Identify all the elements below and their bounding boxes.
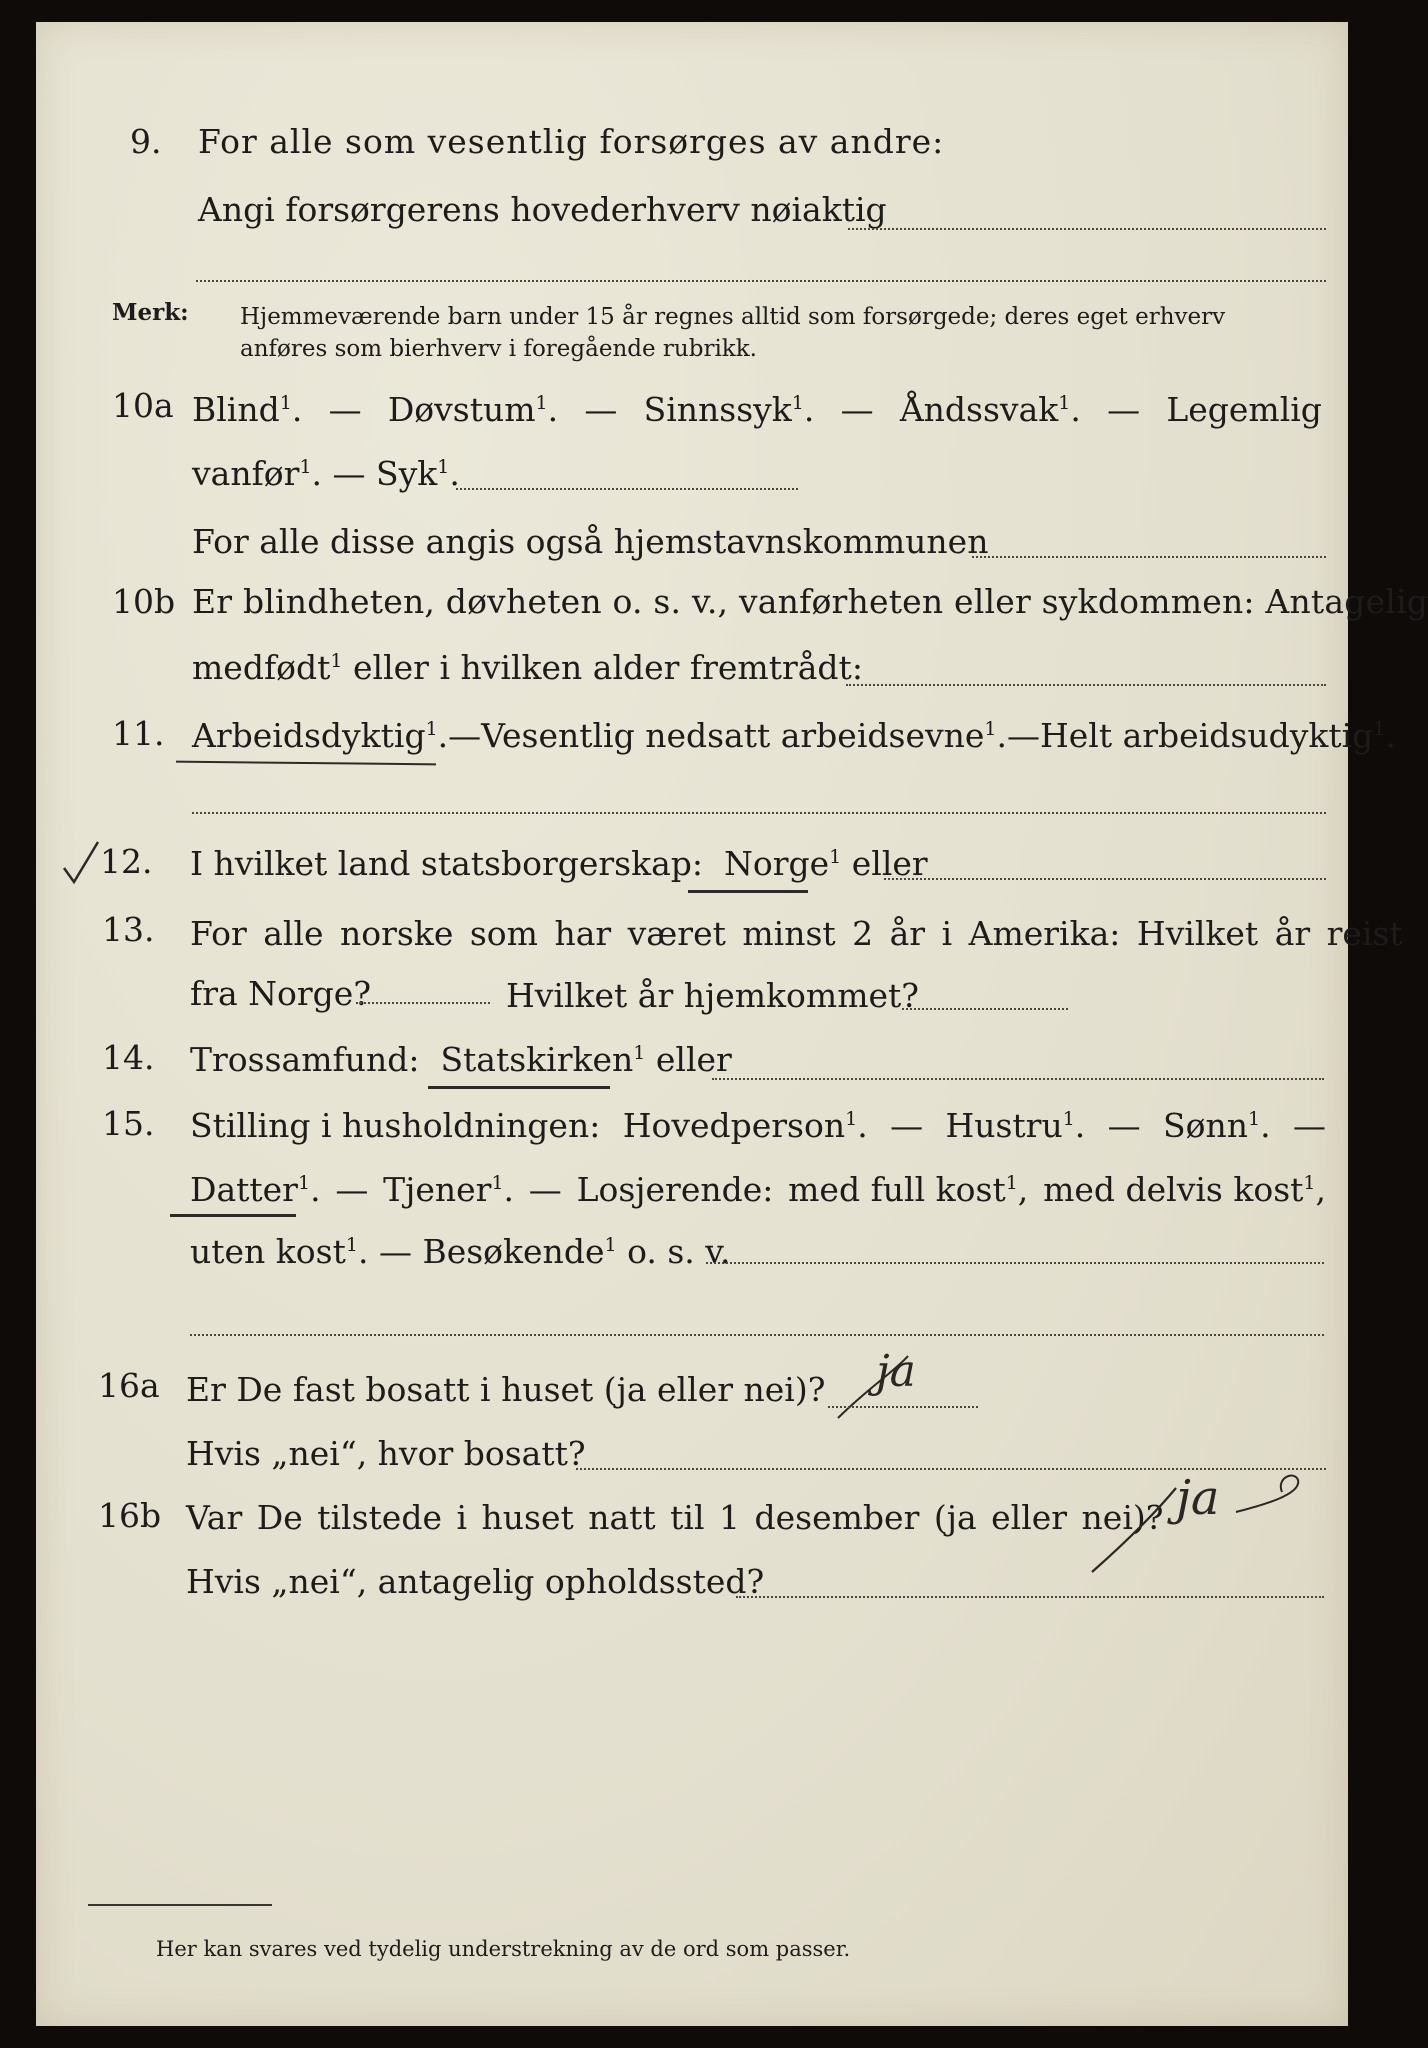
q16b-line2: Hvis „nei“, antagelig opholdssted? — [186, 1562, 765, 1601]
option-hustru: Hustru$^1$. — [945, 1106, 1086, 1145]
merk-label: Merk: — [112, 299, 189, 326]
handwriting-stroke-16b — [1086, 1472, 1316, 1582]
census-form-page — [36, 22, 1428, 2026]
handwriting-stroke-16a — [836, 1346, 976, 1430]
q12-answer-line — [884, 878, 1326, 880]
q10a-kommune-line — [972, 556, 1326, 558]
q10a-line1: Blind$^1$. — Døvstum$^1$. — Sinnssyk$^1$. — Åndssvak$^1$. — Legemlig — [192, 390, 1322, 429]
option-arbeidsdyktig: Arbeidsdyktig$^1$. — [192, 716, 449, 755]
option-sinnssyk: Sinnssyk$^1$. — [643, 390, 815, 429]
option-full-kost: med full kost$^1$, — [788, 1170, 1029, 1209]
check-mark-icon — [62, 838, 102, 888]
q16a-handwritten-answer: ja — [876, 1346, 916, 1397]
underline-statskirken — [428, 1086, 610, 1089]
footnote-text: Her kan svares ved tydelig understrekning av de ord som passer. — [156, 1937, 851, 1961]
option-andssvak: Åndssvak$^1$. — [899, 390, 1081, 429]
option-statskirken: Statskirken$^1$ — [440, 1040, 646, 1079]
merk-line2: anføres som bierhverv i foregående rubrikk. — [240, 336, 757, 362]
q9-answer-line-2 — [196, 280, 1326, 282]
q9-line1: For alle som vesentlig forsørges av andre: — [198, 122, 945, 161]
underline-arbeidsdyktig — [176, 761, 436, 766]
option-tjener: Tjener$^1$. — [383, 1170, 515, 1209]
q10b-number: 10b — [112, 582, 176, 621]
q16b-opholdssted-line — [736, 1596, 1324, 1598]
q15-answer-line — [706, 1262, 1324, 1264]
option-uten-kost: uten kost$^1$. — [190, 1232, 369, 1271]
q9-line2: Angi forsørgerens hovederhverv nøiaktig — [198, 190, 887, 229]
q10b-answer-line — [846, 684, 1326, 686]
q14-line: Trossamfund: Statskirken$^1$ eller — [190, 1040, 732, 1079]
option-blind: Blind$^1$. — [192, 390, 303, 429]
q16a-answer-line — [828, 1406, 978, 1408]
q15-number: 15. — [102, 1104, 155, 1143]
q16a-number: 16a — [98, 1366, 160, 1405]
q10a-answer-line — [456, 488, 798, 490]
q11-number: 11. — [112, 714, 165, 753]
q16b-number: 16b — [98, 1496, 162, 1535]
q10b-line1: Er blindheten, døvheten o. s. v., vanførheten eller sykdommen: Antagelig — [192, 582, 1428, 621]
q16a-line2: Hvis „nei“, hvor bosatt? — [186, 1434, 586, 1473]
q15-line1: Stilling i husholdningen: Hovedperson$^1$. — Hustru$^1$. — Sønn$^1$. — — [190, 1106, 1326, 1145]
underline-datter — [170, 1214, 296, 1217]
q13-line1: For alle norske som har været minst 2 år i Amerika: Hvilket år reist — [190, 914, 1403, 953]
option-udyktig: Helt arbeidsudyktig$^1$. — [1040, 716, 1396, 755]
q9-answer-line — [848, 228, 1326, 230]
q16b-line1: Var De tilstede i huset natt til 1 desember (ja eller nei)? — [186, 1498, 1164, 1537]
q11-answer-line — [192, 812, 1326, 814]
q9-number: 9. — [130, 122, 162, 161]
q13-line2a: fra Norge? — [190, 974, 372, 1013]
q10a-line2: vanfør$^1$. — Syk$^1$. — [192, 454, 460, 493]
option-syk: Syk$^1$. — [376, 454, 460, 493]
q12-line: I hvilket land statsborgerskap: Norge$^1$ eller — [190, 844, 928, 883]
option-besokende: Besøkende$^1$ — [422, 1232, 617, 1271]
option-norge: Norge$^1$ — [724, 844, 842, 883]
q14-answer-line — [712, 1078, 1324, 1080]
q10a-line3: For alle disse angis også hjemstavnskommunen — [192, 522, 989, 561]
option-legemlig: Legemlig — [1166, 390, 1322, 429]
underline-norge — [688, 890, 808, 893]
option-dovstum: Døvstum$^1$. — [387, 390, 559, 429]
q15-answer-line-2 — [190, 1334, 1324, 1336]
option-sonn: Sønn$^1$. — [1163, 1106, 1271, 1145]
option-delvis-kost: med delvis kost$^1$, — [1043, 1170, 1326, 1209]
q13-line2b: Hvilket år hjemkommet? — [506, 976, 919, 1015]
q16b-handwritten-answer: ja — [1176, 1470, 1220, 1526]
q12-number: 12. — [100, 842, 153, 881]
option-vanfor: vanfør$^1$. — [192, 454, 323, 493]
q14-number: 14. — [102, 1038, 155, 1077]
q10b-line2: medfødt$^1$ eller i hvilken alder fremtrådt: — [192, 648, 863, 687]
merk-line1: Hjemmeværende barn under 15 år regnes alltid som forsørgede; deres eget erhverv — [240, 304, 1226, 330]
option-hovedperson: Hovedperson$^1$. — [622, 1106, 868, 1145]
q13-reist-line — [356, 1002, 490, 1004]
q15-line2: Datter$^1$. — Tjener$^1$. — Losjerende: med full kost$^1$, med delvis kost$^1$, — [190, 1170, 1326, 1209]
q15-line3: uten kost$^1$. — Besøkende$^1$ o. s. v. — [190, 1232, 731, 1271]
q13-number: 13. — [102, 910, 155, 949]
q10a-number: 10a — [112, 386, 174, 425]
q11-line: Arbeidsdyktig$^1$. — Vesentlig nedsatt arbeidsevne$^1$. — Helt arbeidsudyktig$^1$. — [192, 716, 1396, 755]
footnote-rule — [88, 1904, 272, 1906]
option-nedsatt: Vesentlig nedsatt arbeidsevne$^1$. — [481, 716, 1007, 755]
option-datter: Datter$^1$. — [190, 1170, 321, 1209]
q13-hjemkommet-line — [902, 1008, 1068, 1010]
q16a-line1: Er De fast bosatt i huset (ja eller nei)? — [186, 1370, 826, 1409]
